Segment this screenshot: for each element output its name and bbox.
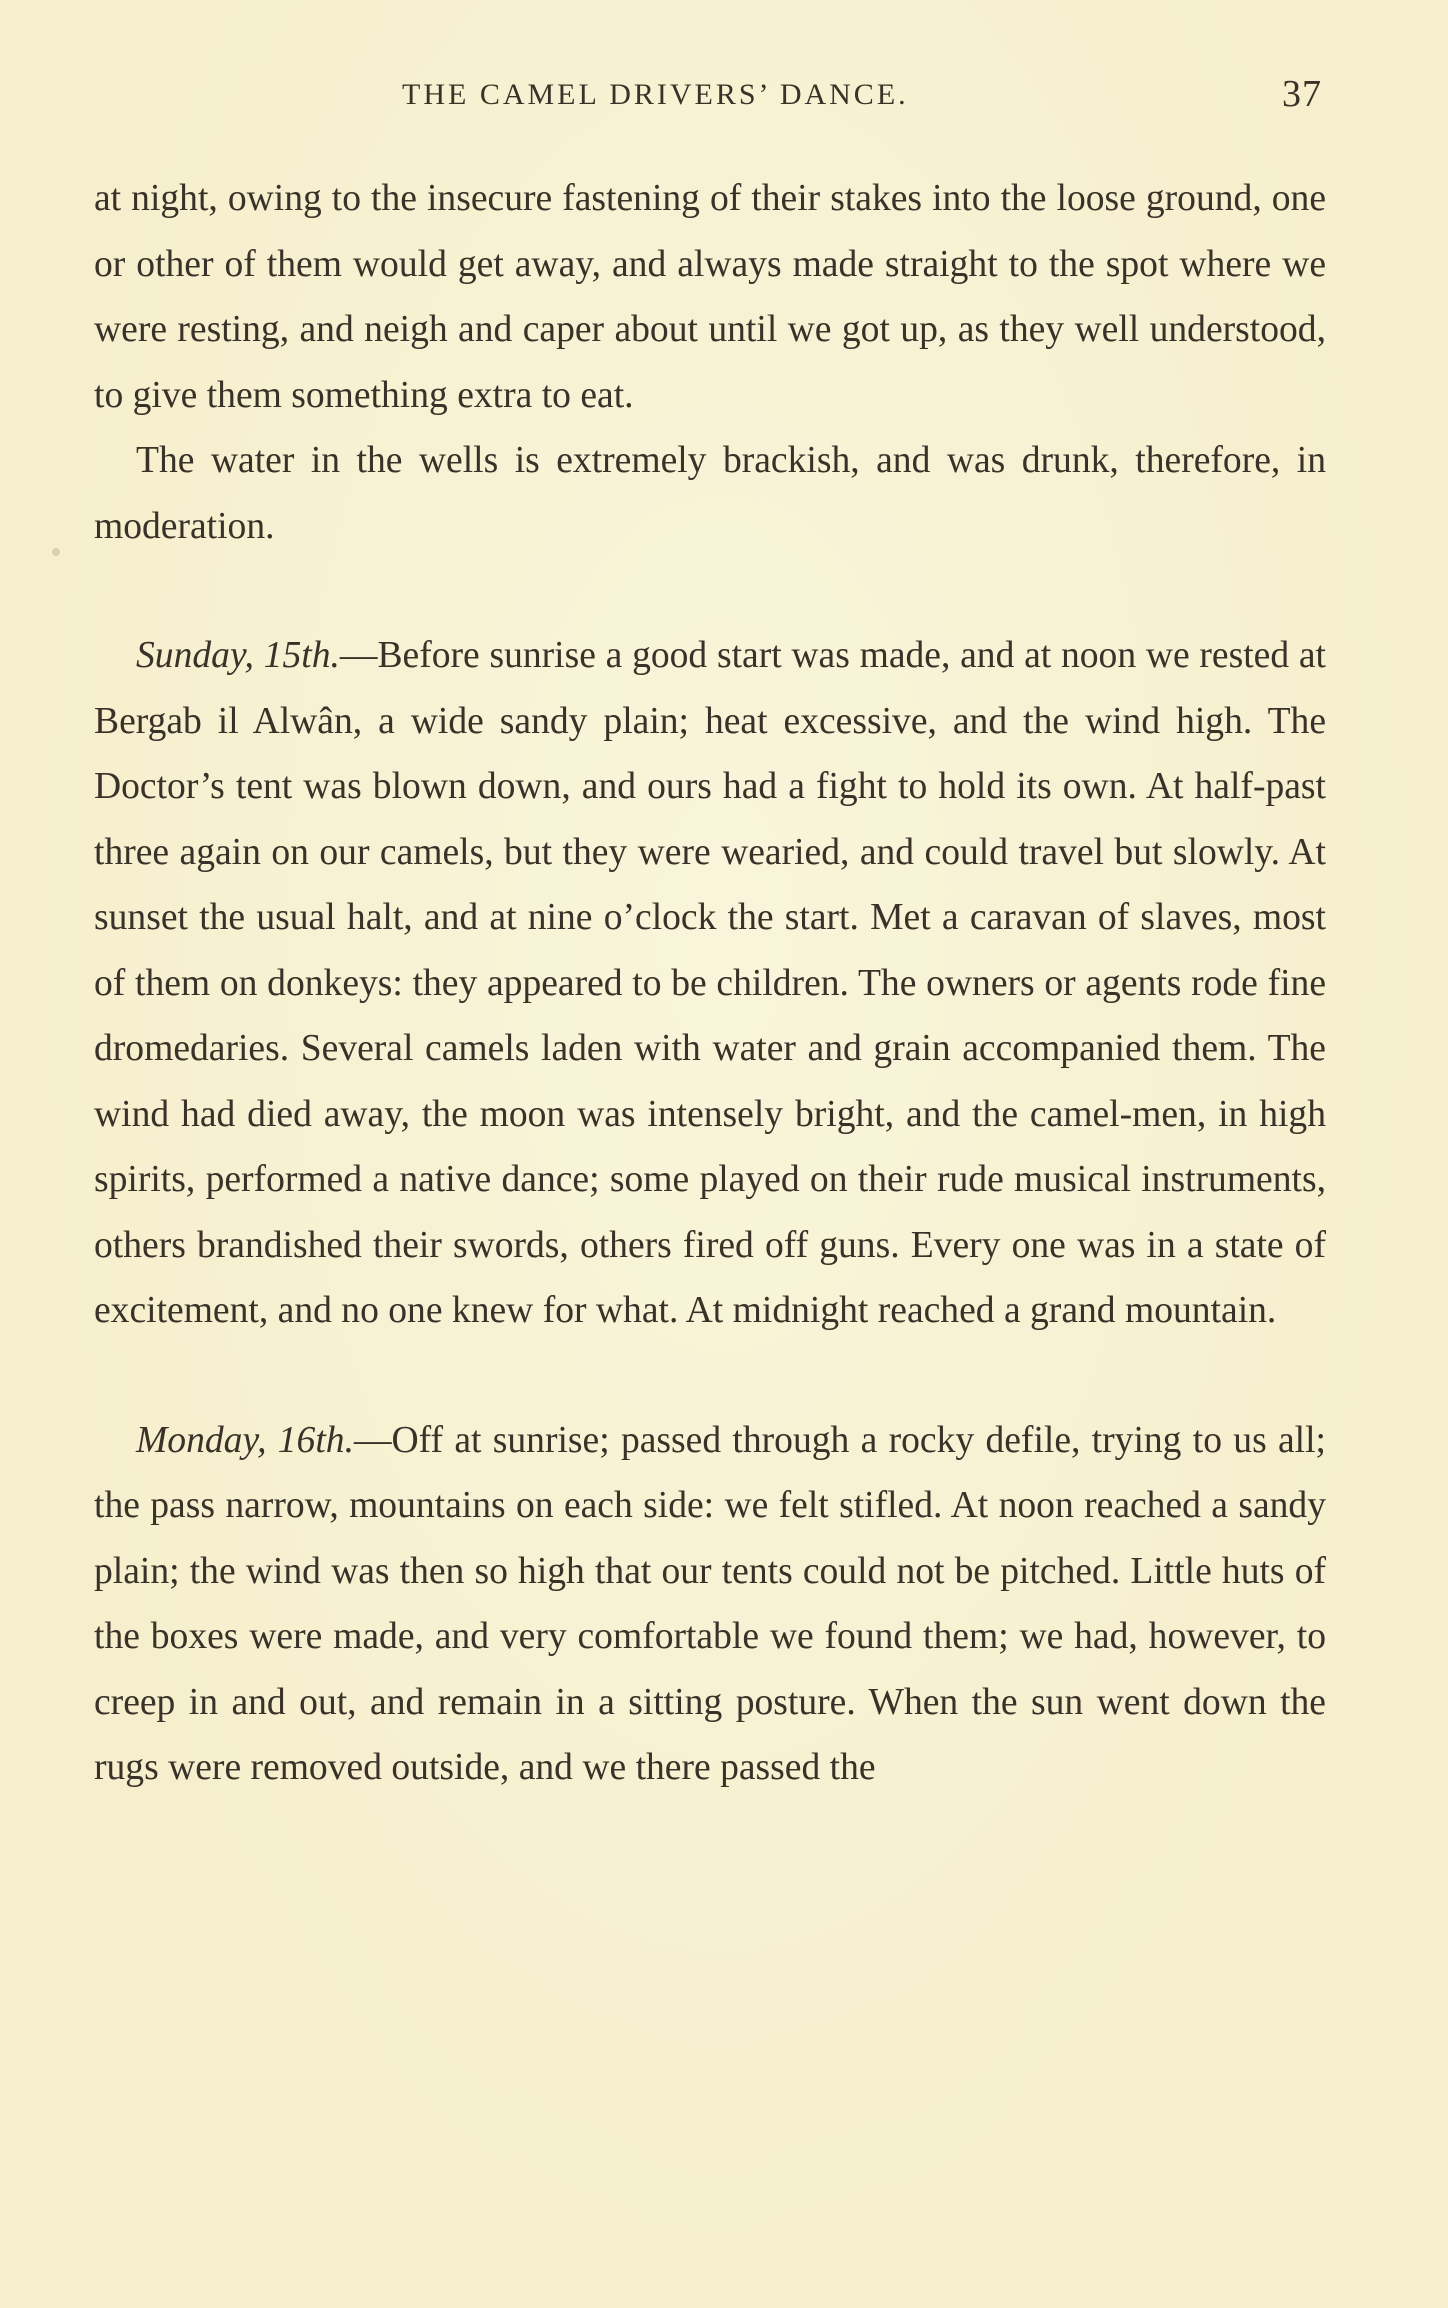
body-text [94, 166, 1326, 1801]
diary-entry-monday [94, 1408, 1326, 1801]
paragraph-water [94, 428, 1326, 559]
running-title: THE CAMEL DRIVERS’ DANCE. [402, 78, 909, 111]
entry-date: Monday, 16th. [136, 1419, 354, 1461]
entry-text: —Before sunrise a good start was made, and at noon we rested at Bergab il Alwân, a wide sandy plain; heat excessive, and the wind high. The Doctor’s tent was blown down, and ours had a fight to hold its own. At half-past three again on our camels, but they were wearied, and could travel but slowly. At sunset the usual halt, and at nine o’clock the start. Met a caravan of slaves, most of them on donkeys: they appeared to be children. The owners or agents rode fine dromedaries. Several camels laden with water and grain accompanied them. The wind had died away, the moon was intensely bright, and the camel-men, in high spirits, performed a native dance; some played on their rude musical instruments, others brandished their swords, others fired off guns. Every one was in a state of excitement, and no one knew for what. At midnight reached a grand mountain. [94, 635, 1326, 1331]
diary-entry-sunday [94, 623, 1326, 1344]
paragraph-continued [94, 166, 1326, 428]
page-number: 37 [1282, 73, 1322, 115]
entry-date: Sunday, 15th. [136, 635, 340, 676]
paragraph-text: The water in the wells is extremely brackish, and was drunk, therefore, in moderation. [94, 440, 1326, 547]
paragraph-text: at night, owing to the insecure fastening of their stakes into the loose ground, one or other of them would get away, and always made straight to the spot where we were resting, and neigh and caper about until we got up, as they well understood, to give them something extra to eat. [94, 178, 1326, 416]
running-head [92, 72, 1322, 122]
paper-speck [52, 548, 60, 556]
entry-text: —Off at sunrise; passed through a rocky defile, trying to us all; the pass narrow, mountains on each side: we felt stifled. At noon reached a sandy plain; the wind was then so high that our tents could not be pitched. Little huts of the boxes were made, and very comfortable we found them; we had, however, to creep in and out, and remain in a sitting posture. When the sun went down the rugs were removed outside, and we there passed the [94, 1419, 1326, 1788]
